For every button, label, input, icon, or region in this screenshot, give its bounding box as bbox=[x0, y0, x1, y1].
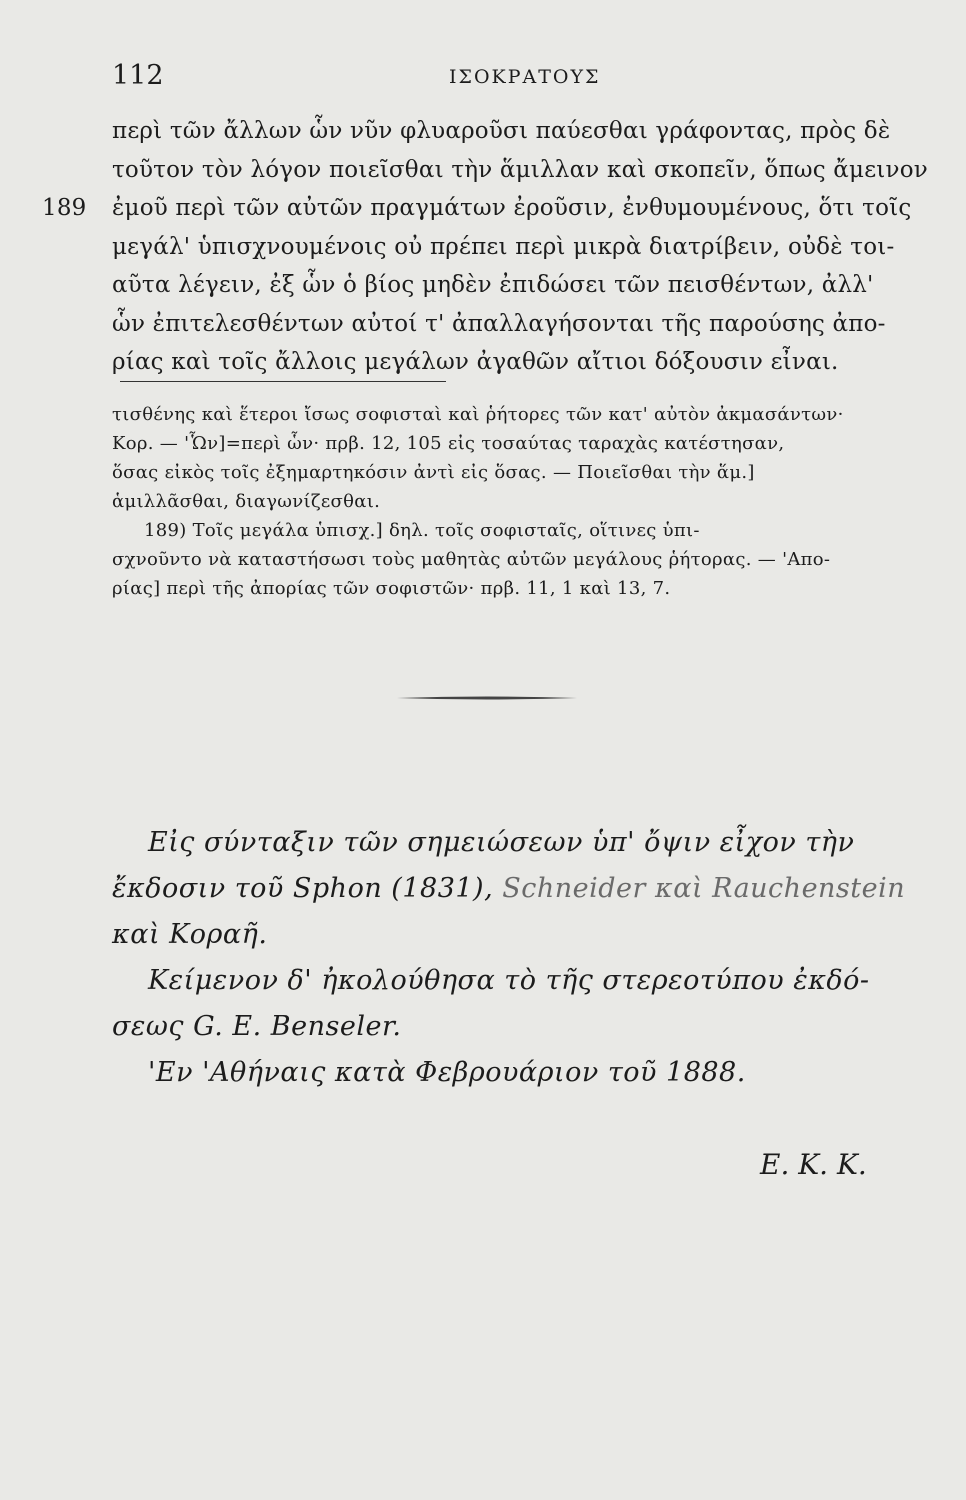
editor-note bbox=[112, 820, 932, 1096]
editor-note-line: Κείμενον δ' ἠκολούθησα τὸ τῆς στερεοτύπου ἐκδό- bbox=[148, 965, 870, 996]
editor-note-line bbox=[112, 866, 932, 912]
footnote-line: ὅσας εἰκὸς τοῖς ἐξημαρτηκόσιν ἀντὶ εἰς ὅσας. — Ποιεῖσθαι τὴν ἅμ.] bbox=[112, 462, 755, 483]
main-text-line: περὶ τῶν ἄλλων ὧν νῦν φλυαροῦσι παύεσθαι γράφοντας, πρὸς δὲ bbox=[112, 118, 891, 144]
footnotes bbox=[112, 400, 957, 603]
editor-note-text: ἔκδοσιν τοῦ Sphon (1831), bbox=[112, 873, 503, 904]
main-text-line-with-margin bbox=[42, 189, 957, 228]
page-header bbox=[112, 60, 932, 100]
page-number: 112 bbox=[112, 60, 164, 91]
main-text-line: αῦτα λέγειν, ἐξ ὧν ὁ βίος μηδὲν ἐπιδώσει τῶν πεισθέντων, ἀλλ' bbox=[112, 272, 874, 298]
footnote-separator-rule bbox=[120, 381, 446, 382]
footnote-line: Κορ. — 'Ὧν]=περὶ ὧν· πρβ. 12, 105 εἰς τοσαύτας ταραχὰς κατέστησαν, bbox=[112, 433, 785, 454]
main-text bbox=[42, 112, 957, 382]
margin-section-number: 189 bbox=[42, 195, 87, 221]
footnote-line: τισθένης καὶ ἕτεροι ἴσως σοφισταὶ καὶ ῥήτορες τῶν κατ' αὐτὸν ἀκμασάντων· bbox=[112, 404, 844, 425]
main-text-line: μεγάλ' ὑπισχνουμένοις οὐ πρέπει περὶ μικρὰ διατρίβειν, οὐδὲ τοι- bbox=[112, 233, 895, 260]
footnote-line: ρίας] περὶ τῆς ἀπορίας τῶν σοφιστῶν· πρβ. 11, 1 καὶ 13, 7. bbox=[112, 578, 671, 599]
editor-note-dateline: 'Εν 'Αθήναις κατὰ Φεβρουάριον τοῦ 1888. bbox=[148, 1057, 746, 1088]
editor-signature: E. K. K. bbox=[760, 1148, 867, 1181]
footnote-line: σχνοῦντο νὰ καταστήσωσι τοὺς μαθητὰς αὐτῶν μεγάλους ῥήτορας. — 'Απο- bbox=[112, 549, 831, 570]
main-text-line: ἐμοῦ περὶ τῶν αὐτῶν πραγμάτων ἐροῦσιν, ἐνθυμουμένους, ὅτι τοῖς bbox=[112, 195, 912, 221]
footnote-line: 189) Τοῖς μεγάλα ὑπισχ.] δηλ. τοῖς σοφισταῖς, οἵτινες ὑπι- bbox=[144, 520, 700, 541]
ornament-rule bbox=[397, 695, 577, 701]
main-text-line: ρίας καὶ τοῖς ἄλλοις μεγάλων ἀγαθῶν αἴτιοι δόξουσιν εἶναι. bbox=[112, 349, 839, 375]
editor-note-line: Εἰς σύνταξιν τῶν σημειώσεων ὑπ' ὄψιν εἶχον τὴν bbox=[148, 827, 855, 858]
footnote-line: ἁμιλλᾶσθαι, διαγωνίζεσθαι. bbox=[112, 491, 381, 512]
editor-note-line: καὶ Κοραῆ. bbox=[112, 919, 268, 950]
editor-note-faded-text: Schneider καὶ Rauchenstein bbox=[502, 873, 906, 904]
editor-note-line: σεως G. E. Benseler. bbox=[112, 1011, 402, 1042]
main-text-line: ὧν ἐπιτελεσθέντων αὐτοί τ' ἀπαλλαγήσονται τῆς παρούσης ἀπο- bbox=[112, 310, 886, 337]
running-title: ΙΣΟΚΡΑΤΟΥΣ bbox=[449, 66, 601, 88]
main-text-line: τοῦτον τὸν λόγον ποιεῖσθαι τὴν ἅμιλλαν καὶ σκοπεῖν, ὅπως ἄμεινον bbox=[112, 156, 928, 183]
